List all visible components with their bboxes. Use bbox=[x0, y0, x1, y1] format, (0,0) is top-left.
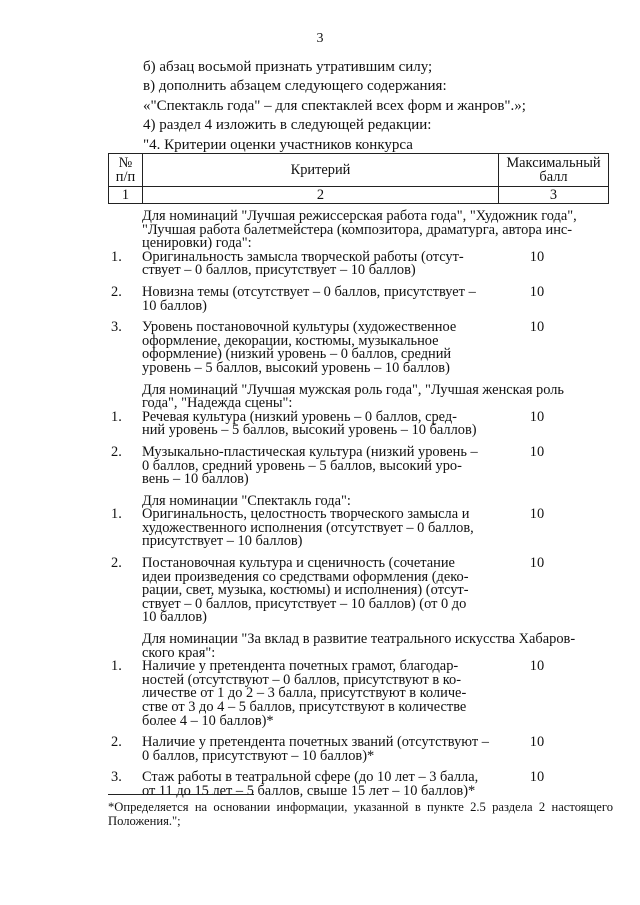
nomination-heading-line: Для номинаций "Лучшая мужская роль года", "Лучшая женская роль bbox=[142, 381, 564, 398]
criterion-text-line: оформление) (низкий уровень – 0 баллов, средний bbox=[142, 346, 452, 363]
criterion-number: 2. bbox=[111, 283, 122, 300]
criterion-max-score: 10 bbox=[529, 319, 545, 336]
intro-line: 4) раздел 4 изложить в следующей редакции: bbox=[143, 117, 432, 134]
criterion-text-line: Уровень постановочной культуры (художественное bbox=[142, 319, 457, 336]
criterion-text-line: Музыкально-пластическая культура (низкий уровень – bbox=[142, 443, 478, 460]
intro-line: «"Спектакль года" – для спектаклей всех форм и жанров".»; bbox=[143, 97, 526, 114]
criterion-text-line: Постановочная культура и сценичность (сочетание bbox=[142, 555, 455, 572]
criterion-text-line: более 4 – 10 баллов)* bbox=[142, 712, 274, 729]
criterion-row bbox=[108, 736, 609, 763]
criterion-text bbox=[142, 508, 487, 549]
page-number: 3 bbox=[316, 31, 324, 46]
criterion-text-line: ствует – 0 баллов, присутствует – 10 баллов) (от 0 до bbox=[142, 595, 467, 612]
criterion-text-line: Наличие у претендента почетных званий (отсутствуют – bbox=[142, 734, 489, 751]
criterion-text bbox=[142, 443, 487, 488]
criterion-max-score: 10 bbox=[529, 283, 545, 300]
criteria-list bbox=[108, 210, 609, 807]
criterion-text bbox=[142, 660, 487, 728]
column-number: 1 bbox=[109, 187, 143, 204]
criterion-text-line: рации, свет, музыка, костюмы) и исполнения) (отсут- bbox=[142, 582, 469, 599]
intro-block bbox=[143, 58, 603, 155]
criterion-text-line: стве от 3 до 4 – 5 баллов, присутствуют в количестве bbox=[142, 699, 467, 715]
criterion-text-line: 0 баллов, присутствуют – 10 баллов)* bbox=[142, 747, 375, 764]
criterion-max-score: 10 bbox=[529, 248, 545, 265]
criterion-max-score: 10 bbox=[529, 769, 545, 786]
criterion-number: 1. bbox=[111, 658, 122, 675]
criterion-max-score: 10 bbox=[529, 658, 545, 675]
intro-line: в) дополнить абзацем следующего содержания: bbox=[143, 78, 447, 95]
criterion-text-line: Оригинальность, целостность творческого замысла и bbox=[142, 506, 470, 523]
criterion-text-line: от 11 до 15 лет – 5 баллов, свыше 15 лет – 10 баллов)* bbox=[142, 782, 476, 799]
header-num: № п/п bbox=[109, 154, 143, 187]
criterion-text-line: Наличие у претендента почетных грамот, благодар- bbox=[142, 658, 459, 675]
nomination-heading bbox=[108, 633, 609, 660]
footnote bbox=[108, 800, 613, 828]
nomination-heading-line: ского края": bbox=[142, 644, 216, 661]
criteria-table-header bbox=[108, 153, 609, 204]
criterion-text-line: идеи произведения со средствами оформления (деко- bbox=[142, 568, 469, 585]
footnote-divider bbox=[108, 794, 254, 795]
criterion-text-line: присутствует – 10 баллов) bbox=[142, 533, 303, 550]
criterion-row bbox=[108, 408, 609, 439]
criterion-text-line: художественного исполнения (отсутствует – 0 баллов, bbox=[142, 519, 474, 536]
criterion-text bbox=[142, 557, 487, 625]
criterion-text-line: Новизна темы (отсутствует – 0 баллов, присутствует – bbox=[142, 283, 476, 300]
criterion-text-line: ностей (отсутствуют – 0 баллов, присутствуют в ко- bbox=[142, 671, 462, 688]
criterion-max-score: 10 bbox=[529, 443, 545, 460]
criterion-text-line: 0 баллов, средний уровень – 5 баллов, высокий уро- bbox=[142, 457, 462, 474]
criterion-number: 2. bbox=[111, 734, 122, 751]
column-number: 2 bbox=[142, 187, 498, 204]
intro-line: б) абзац восьмой признать утратившим силу; bbox=[143, 59, 433, 75]
criterion-text bbox=[142, 736, 487, 763]
criterion-text-line: 10 баллов) bbox=[142, 297, 207, 314]
criterion-text bbox=[142, 408, 487, 439]
nomination-heading-line: Для номинации "Спектакль года": bbox=[142, 492, 351, 509]
criterion-row bbox=[108, 248, 609, 279]
nomination-heading-line: ценировки) года": bbox=[142, 235, 252, 252]
footnote-line: *Определяется на основании информации, указанной в пункте 2.5 раздела 2 настоящего bbox=[108, 800, 613, 814]
nomination-heading-line: года", "Надежда сцены": bbox=[142, 395, 293, 412]
criterion-row bbox=[108, 321, 609, 375]
nomination-heading bbox=[108, 381, 609, 412]
footnote-line: Положения."; bbox=[108, 814, 181, 828]
nomination-heading-line: Для номинации "За вклад в развитие театрального искусства Хабаров- bbox=[142, 631, 576, 648]
criterion-text-line: вень – 10 баллов) bbox=[142, 471, 249, 488]
criterion-text bbox=[142, 321, 487, 375]
criterion-text-line: ствует – 0 баллов, присутствует – 10 баллов) bbox=[142, 262, 416, 279]
nomination-heading bbox=[108, 210, 609, 251]
section-title: "4. Критерии оценки участников конкурса bbox=[143, 136, 413, 153]
nomination-heading-line: Для номинаций "Лучшая режиссерская работа года", "Художник года", bbox=[142, 208, 577, 224]
criterion-text bbox=[142, 248, 487, 279]
criterion-text-line: Стаж работы в театральной сфере (до 10 лет – 3 балла, bbox=[142, 769, 479, 786]
criterion-row bbox=[108, 557, 609, 625]
criterion-max-score: 10 bbox=[529, 734, 545, 751]
criterion-number: 2. bbox=[111, 443, 122, 460]
criterion-text-line: уровень – 5 баллов, высокий уровень – 10 баллов) bbox=[142, 359, 450, 376]
criterion-text-line: оформление, декорации, костюмы, музыкальное bbox=[142, 332, 439, 349]
header-criterion: Критерий bbox=[142, 154, 498, 187]
criterion-text-line: ний уровень – 5 баллов, высокий уровень – 10 баллов) bbox=[142, 422, 477, 439]
criterion-row bbox=[108, 443, 609, 488]
column-number: 3 bbox=[499, 187, 609, 204]
criterion-max-score: 10 bbox=[529, 506, 545, 523]
criterion-number: 3. bbox=[111, 769, 122, 786]
nomination-heading-line: "Лучшая работа балетмейстера (композитора, драматурга, автора инс- bbox=[142, 221, 573, 238]
criterion-row bbox=[108, 660, 609, 728]
criterion-number: 1. bbox=[111, 248, 122, 265]
criterion-number: 1. bbox=[111, 506, 122, 523]
criterion-text-line: личестве от 1 до 2 – 3 балла, присутствуют в количе- bbox=[142, 685, 467, 702]
criterion-row bbox=[108, 508, 609, 549]
criterion-text bbox=[142, 283, 487, 314]
criterion-max-score: 10 bbox=[529, 408, 545, 425]
header-max-score: Максимальный балл bbox=[499, 154, 609, 187]
criterion-row bbox=[108, 283, 609, 314]
criterion-number: 1. bbox=[111, 408, 122, 425]
criterion-number: 2. bbox=[111, 555, 122, 572]
criterion-text-line: Оригинальность замысла творческой работы (отсут- bbox=[142, 248, 464, 265]
criterion-max-score: 10 bbox=[529, 555, 545, 572]
criterion-number: 3. bbox=[111, 319, 122, 336]
criterion-text-line: 10 баллов) bbox=[142, 609, 207, 626]
criterion-text-line: Речевая культура (низкий уровень – 0 баллов, сред- bbox=[142, 408, 457, 425]
